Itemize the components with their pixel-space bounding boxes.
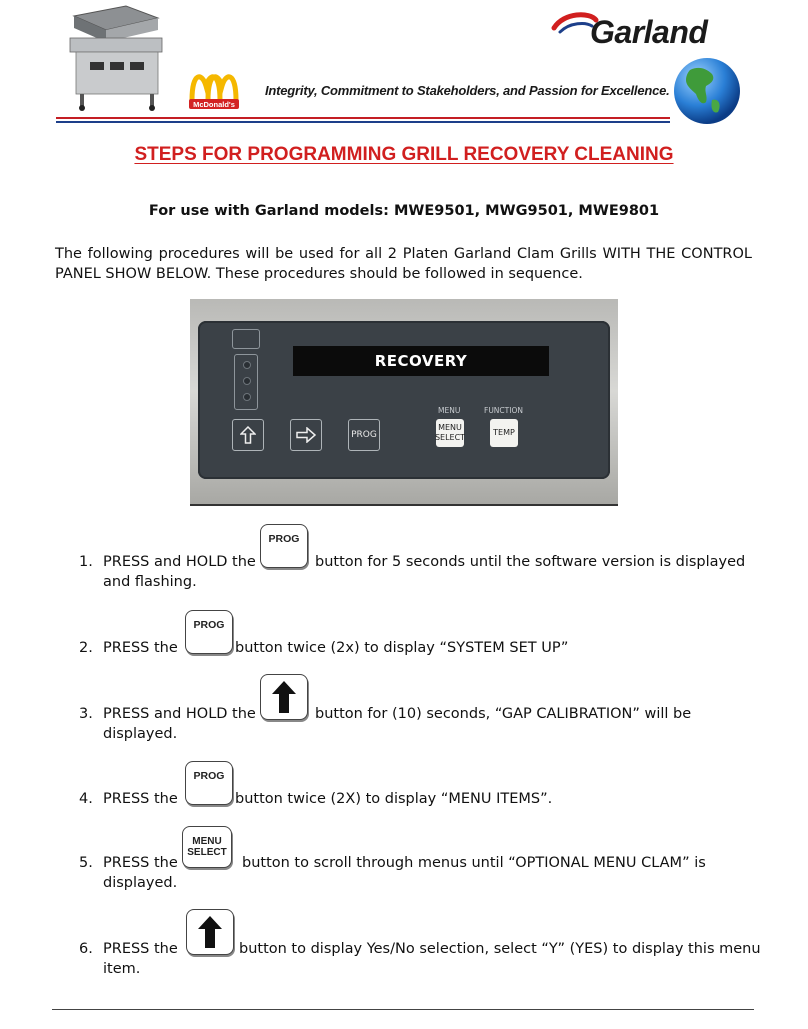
step-text-before: PRESS the <box>103 855 178 871</box>
panel-right-arrow-button <box>290 419 322 451</box>
led <box>243 377 251 385</box>
step-text-before: PRESS the <box>103 941 178 957</box>
garland-logo <box>548 12 738 56</box>
step-number: 5. <box>79 855 93 871</box>
step-text-after: button twice (2X) to display “MENU ITEMS”. <box>235 791 553 807</box>
step-text-continued: and flashing. <box>103 574 197 590</box>
control-panel <box>198 321 610 479</box>
up-arrow-icon <box>197 915 223 949</box>
prog-button-label: PROG <box>268 533 300 545</box>
panel-up-arrow-button <box>232 419 264 451</box>
step-number: 3. <box>79 706 93 722</box>
function-header-label: FUNCTION <box>484 406 523 415</box>
step-text-before: PRESS and HOLD the <box>103 554 256 570</box>
step-text-after: button to display Yes/No selection, select “Y” (YES) to display this menu <box>239 941 761 957</box>
up-arrow-button-icon <box>186 909 234 955</box>
step-text-continued: item. <box>103 961 141 977</box>
header-rule-red <box>56 117 670 119</box>
step-number: 2. <box>79 640 93 656</box>
document-title: STEPS FOR PROGRAMMING GRILL RECOVERY CLEANING <box>134 144 674 165</box>
menu-select-button-icon <box>182 826 232 868</box>
menu-select-line2: SELECT <box>187 847 227 858</box>
prog-button-icon <box>185 610 233 654</box>
step-number: 4. <box>79 791 93 807</box>
indicator-leds <box>234 354 258 410</box>
mcdonalds-label: McDonald's <box>193 100 235 109</box>
prog-button-icon <box>185 761 233 805</box>
up-arrow-icon <box>240 426 256 444</box>
right-arrow-icon <box>296 427 316 443</box>
step-text-after: button twice (2x) to display “SYSTEM SET UP” <box>235 640 569 656</box>
mcdonalds-logo <box>186 66 242 112</box>
models-subtitle: For use with Garland models: MWE9501, MWG9501, MWE9801 <box>148 203 660 219</box>
panel-prog-button: PROG <box>348 419 380 451</box>
prog-button-icon <box>260 524 308 568</box>
led <box>243 393 251 401</box>
panel-menu-select-button <box>436 419 464 447</box>
menu-select-line1: MENU <box>192 836 222 847</box>
clam-grill-image <box>66 2 166 112</box>
globe-image <box>672 56 742 126</box>
panel-temp-button: TEMP <box>490 419 518 447</box>
step-number: 1. <box>79 554 93 570</box>
step-text-before: PRESS the <box>103 640 178 656</box>
prog-button-label: PROG <box>193 619 225 631</box>
indicator-box <box>232 329 260 349</box>
recovery-display: RECOVERY <box>293 346 549 376</box>
step-text-after: button for 5 seconds until the software version is displayed <box>315 554 746 570</box>
header-rule-blue <box>56 121 670 123</box>
control-panel-photo <box>190 299 618 506</box>
menu-select-line2: SELECT <box>434 433 466 442</box>
up-arrow-button-icon <box>260 674 308 720</box>
menu-select-line1: MENU <box>438 423 462 432</box>
prog-button-label: PROG <box>193 770 225 782</box>
step-text-after: button for (10) seconds, “GAP CALIBRATION” will be <box>315 706 692 722</box>
step-number: 6. <box>79 941 93 957</box>
step-text-after: button to scroll through menus until “OPTIONAL MENU CLAM” is <box>242 855 706 871</box>
step-text-before: PRESS and HOLD the <box>103 706 256 722</box>
intro-paragraph: The following procedures will be used for all 2 Platen Garland Clam Grills WITH THE CONTROL PANEL SHOW BELOW. These procedures should be followed in sequence. <box>55 246 752 282</box>
step-text-continued: displayed. <box>103 726 178 742</box>
step-text-continued: displayed. <box>103 875 178 891</box>
step-text-before: PRESS the <box>103 791 178 807</box>
tagline: Integrity, Commitment to Stakeholders, and Passion for Excellence. <box>265 83 670 98</box>
footer-rule <box>52 1009 754 1010</box>
led <box>243 361 251 369</box>
up-arrow-icon <box>271 680 297 714</box>
menu-header-label: MENU <box>438 406 461 415</box>
brand-name: Garland <box>590 14 708 50</box>
